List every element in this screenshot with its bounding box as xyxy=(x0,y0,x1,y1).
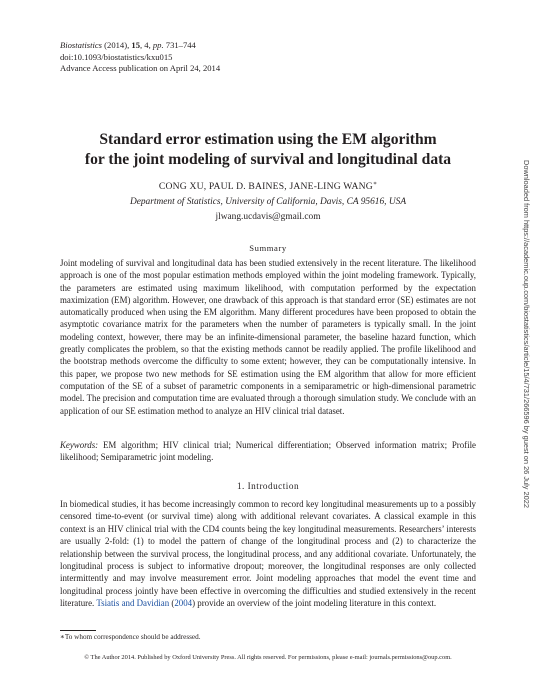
author-email[interactable]: jlwang.ucdavis@gmail.com xyxy=(215,212,321,222)
citation-pages: 731–744 xyxy=(163,40,196,50)
correspondence-footnote: ∗To whom correspondence should be addressed. xyxy=(60,633,201,641)
journal-header xyxy=(60,40,220,75)
correspondence-mark: ∗ xyxy=(372,181,378,187)
author-names: CONG XU, PAUL D. BAINES, JANE-LING WANG xyxy=(158,181,373,193)
footnote-divider xyxy=(60,630,96,631)
keywords-text: EM algorithm; HIV clinical trial; Numerical differentiation; Observed information matrix; Profile likelihood; Semiparametric joint modeling. xyxy=(60,440,476,463)
citation-volume: 15 xyxy=(131,40,140,50)
intro-paragraph-start: In biomedical studies, it has become increasingly common to record key longitudinal measurements up to a possibly censored time-to-event (or survival time) along with additional relevant covariates. A classical example in this context is an HIV clinical trial with the CD4 counts being the key longitudinal measurements. Researchers’ interests are usually 2-fold: (1) to model the pattern of change of the longitudinal process and (2) to characterize the relationship between the survival process, the longitudinal process, and any additional covariate. Unfortunately, the longitudinal process is subject to informative dropout; moreover, the longitudinal responses are only collected intermittently and may involve measurement error. Joint modeling approaches that model the event time and longitudinal process jointly have been effective in overcoming the difficulties and studied extensively in the recent literature. xyxy=(60,499,476,609)
introduction-text xyxy=(60,498,476,610)
summary-heading: Summary xyxy=(249,243,287,253)
citation-paren-close: ) xyxy=(192,598,196,609)
citation-paren-open: ( xyxy=(169,598,175,609)
title-line-1: Standard error estimation using the EM algorithm xyxy=(99,131,437,148)
citation-line xyxy=(60,40,220,52)
section-heading-introduction: 1. Introduction xyxy=(236,481,300,491)
affiliation: Department of Statistics, University of California, Davis, CA 95616, USA xyxy=(129,197,407,207)
keywords xyxy=(60,439,476,464)
citation-link-tsiatis-davidian[interactable]: Tsiatis and Davidian xyxy=(96,598,170,609)
citation-pages-label: pp. xyxy=(152,40,164,50)
keywords-label: Keywords: xyxy=(60,440,99,450)
download-watermark: Downloaded from https://academic.oup.com/biostatistics/article/15/4/731/266596 by guest on 26 July 2022 xyxy=(522,160,531,508)
intro-paragraph-end: provide an overview of the joint modeling literature in this context. xyxy=(195,598,437,609)
abstract-text: Joint modeling of survival and longitudinal data has been studied extensively in the recent literature. The likelihood approach is one of the most popular estimation methods employed within the joint modeling framework. Typically, the parameters are estimated using maximum likelihood, with computation performed by the expectation maximization (EM) algorithm. However, one drawback of this approach is that standard error (SE) estimates are not automatically produced when using the EM algorithm. Many different procedures have been proposed to obtain the asymptotic covariance matrix for the parameters when the number of parameters is typically small. In the joint modeling context, however, there may be an infinite-dimensional parameter, the baseline hazard function, which greatly complicates the problem, so that the existing methods cannot be readily applied. The profile likelihood and the bootstrap methods overcome the difficulty to some extent; however, they can be computationally intensive. In this paper, we propose two new methods for SE estimation using the EM algorithm that allow for more efficient computation of the SE of a subset of parametric components in a semiparametric or high-dimensional parametric model. The precision and computation time are evaluated through a thorough simulation study. We conclude with an application of our SE estimation method to analyze an HIV clinical trial dataset. xyxy=(60,258,476,416)
citation-year: (2014), xyxy=(102,40,132,50)
journal-name: Biostatistics xyxy=(60,40,103,50)
citation-link-year[interactable]: 2004 xyxy=(174,598,193,609)
doi-line[interactable]: doi:10.1093/biostatistics/kxu015 xyxy=(60,51,173,62)
title-line-2: for the joint modeling of survival and longitudinal data xyxy=(84,151,452,168)
citation-issue: , 4, xyxy=(139,40,153,50)
author-list xyxy=(60,180,476,192)
copyright-notice: © The Author 2014. Published by Oxford University Press. All rights reserved. For permissions, please e-mail: journals.permissions@oup.com. xyxy=(84,654,452,661)
paper-title xyxy=(60,130,476,170)
access-line: Advance Access publication on April 24, 2014 xyxy=(60,63,221,73)
